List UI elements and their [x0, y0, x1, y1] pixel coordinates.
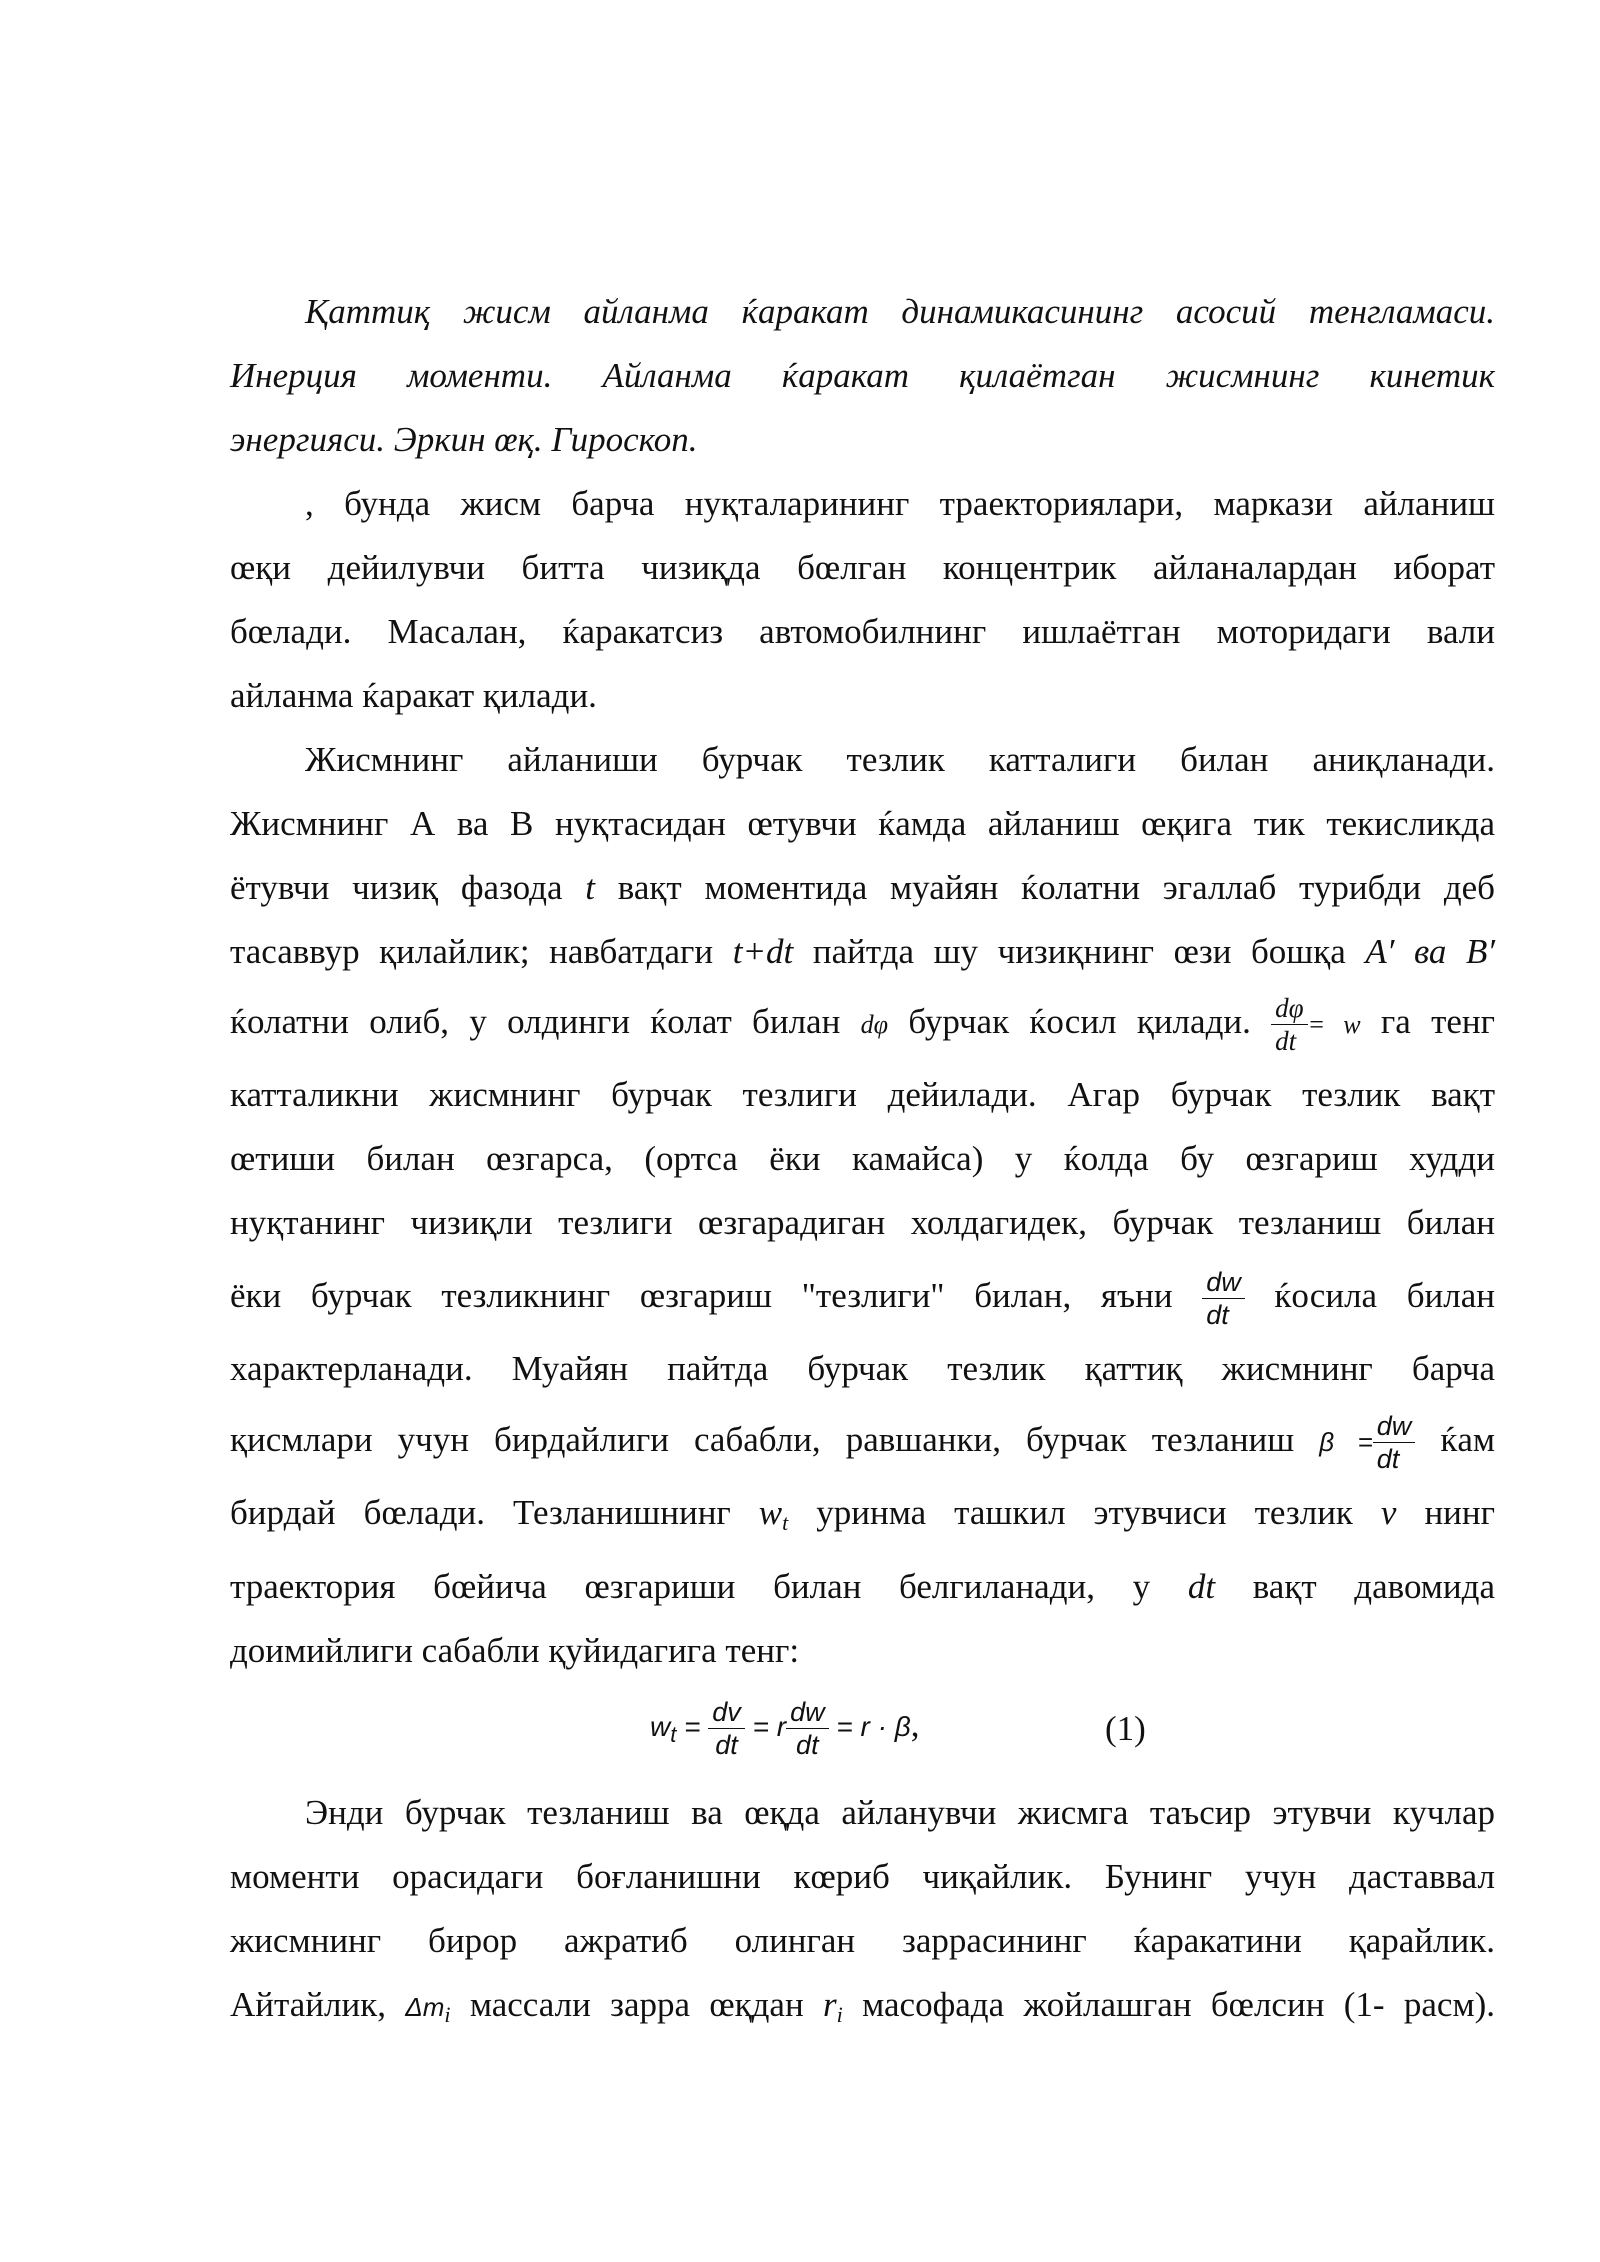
var-v: v — [1380, 1493, 1397, 1532]
var-t: t — [585, 868, 596, 907]
fraction-dw-dt: $\frac{dw}{dt}$ — [1202, 1267, 1245, 1330]
para2-line-6: катталикни жисмнинг бурчак тезлиги дейилади. Агар бурчак тезлик вақт — [230, 1075, 1495, 1114]
para1-line-1: , бунда жисм барча нуқталарининг траекториялари, маркази айланиш — [305, 484, 1495, 523]
para2-line-5: ќолатни олиб, у олдинги ќолат билан dφ бурчак ќосил қилади. $\frac{d\varphi}{dt}$ = w га тенг — [230, 993, 1495, 1057]
document-page — [230, 280, 1495, 2047]
positions-a-b: A′ ва B′ — [1365, 932, 1496, 971]
equation-1-line — [230, 1689, 1495, 1781]
para1-line-4: айланма ќаракат қилади. — [230, 676, 597, 715]
para2-line-1: Жисмнинг айланиши бурчак тезлик катталиги билан аниқланади. — [305, 740, 1495, 779]
equals-w: = w — [1307, 1010, 1361, 1039]
para2-line-2: Жисмнинг А ва В нуқтасидан œтувчи ќамда айланиш œқига тик текисликда — [230, 804, 1495, 843]
para2-line-11: қисмлари учун бирдайлиги сабабли, равшанки, бурчак тезланиш β = $\frac{dw}{dt}$ ќам — [230, 1411, 1495, 1475]
var-delta-m: Δm — [405, 1992, 445, 2022]
var-dphi: dφ — [860, 1010, 889, 1039]
para2-line-4: тасаввур қилайлик; навбатдаги t+dt пайтда шу чизиқнинг œзи бошқа A′ ва B′ — [230, 932, 1496, 971]
para2-line-8: нуқтанинг чизиқли тезлиги œзгарадиган холдагидек, бурчак тезланиш билан — [230, 1203, 1495, 1242]
equation-number: (1) — [1105, 1709, 1146, 1748]
heading-line-1: Қаттиқ жисм айланма ќаракат динамикасининг асосий тенгламаси. — [305, 292, 1495, 331]
para2-line-13: траектория бœйича œзгариши билан белгиланади, у dt вақт давомида — [230, 1567, 1495, 1606]
para2-line-14: доимийлиги сабабли қуйидагига тенг: — [230, 1631, 800, 1670]
para1-line-3: бœлади. Масалан, ќаракатсиз автомобилнинг ишлаётган моторидаги вали — [230, 612, 1495, 651]
var-dt: dt — [1187, 1567, 1216, 1606]
para2-line-9: ёки бурчак тезликнинг œзгариш "тезлиги" билан, яъни $\frac{dw}{dt}$ ќосила билан — [230, 1267, 1495, 1331]
para3-line-1: Энди бурчак тезланиш ва œқда айланувчи жисмга таъсир этувчи кучлар — [305, 1793, 1495, 1832]
para3-line-2: моменти орасидаги боғланишни кœриб чиқайлик. Бунинг учун даставвал — [230, 1857, 1495, 1896]
beta-equals: β = — [1319, 1427, 1373, 1457]
var-r: r — [823, 1985, 837, 2024]
para3-line-4: Айтайлик, $\Delta m_i$ массали зарра œқдан $r_i$ масофада жойлашган бœлсин (1- расм). — [230, 1985, 1495, 2027]
fraction-beta: $\frac{dw}{dt}$ — [1373, 1411, 1416, 1474]
var-t-dt: t+dt — [732, 932, 794, 971]
equation-1: $w_t$ = $\frac{dv}{dt}$ = r $\frac{dw}{dt}$ = r · β, — [650, 1697, 920, 1760]
fraction-dv-dt: $\frac{dv}{dt}$ — [708, 1697, 745, 1760]
fraction-dphi-dt: $\frac{d\varphi}{dt}$ — [1271, 993, 1307, 1056]
para2-line-12: бирдай бœлади. Тезланишнинг $w_t$ уринма ташкил этувчиси тезлик v нинг — [230, 1493, 1495, 1535]
fraction-dw-dt-eq: $\frac{dw}{dt}$ — [786, 1697, 829, 1760]
heading-line-3: энергияси. Эркин œқ. Гироскоп. — [230, 420, 698, 459]
para2-line-3: ётувчи чизиқ фазода t вақт моментида муайян ќолатни эгаллаб турибди деб — [230, 868, 1495, 907]
heading-line-2: Инерция моменти. Айланма ќаракат қилаётган жисмнинг кинетик — [230, 356, 1495, 395]
var-w: w — [758, 1493, 783, 1532]
para2-line-10: характерланади. Муайян пайтда бурчак тезлик қаттиқ жисмнинг барча — [230, 1349, 1495, 1388]
para1-line-2: œқи дейилувчи битта чизиқда бœлган концентрик айланалардан иборат — [230, 548, 1495, 587]
para3-line-3: жисмнинг бирор ажратиб олинган заррасининг ќаракатини қарайлик. — [230, 1921, 1495, 1960]
para2-line-7: œтиши билан œзгарса, (ортса ёки камайса) у ќолда бу œзгариш худди — [230, 1139, 1495, 1178]
